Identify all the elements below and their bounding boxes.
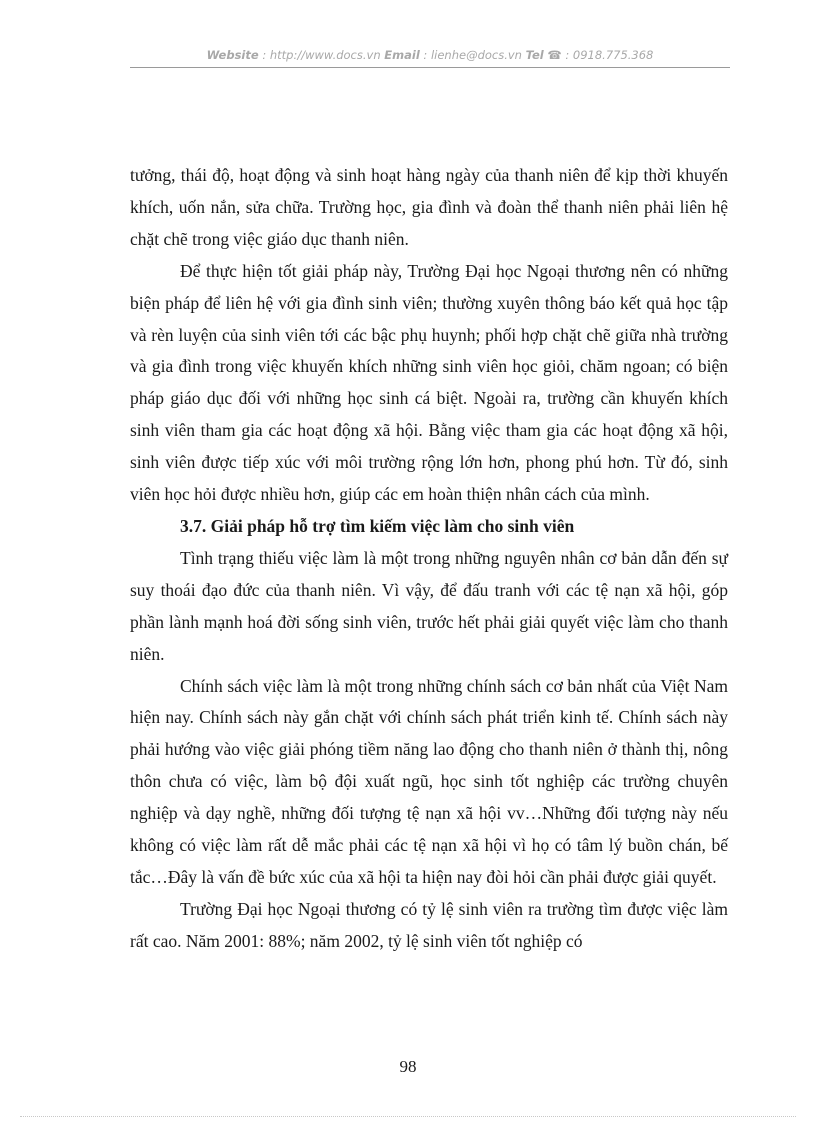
header-divider [130,67,730,68]
tel-label: Tel [525,48,544,62]
website-label: Website [206,48,259,62]
paragraph-employment-policy: Chính sách việc làm là một trong những chính sách cơ bản nhất của Việt Nam hiện nay. Chính sách này gắn chặt với chính sách phát triển kinh tế. Chính sách này phải hướng vào việc giải phóng tiềm năng lao động cho thanh niên ở thành thị, nông thôn chưa có việc, làm bộ đội xuất ngũ, học sinh tốt nghiệp các trường chuyên nghiệp và dạy nghề, những đối tượng tệ nạn xã hội vv…Những đối tượng này nếu không có việc làm rất dễ mắc phải các tệ nạn xã hội vì họ có tâm lý buồn chán, bế tắc…Đây là vấn đề bức xúc của xã hội ta hiện nay đòi hỏi cần phải được giải quyết. [130,675,728,887]
website-value: : http://www.docs.vn [258,48,385,62]
paragraph-continuation: tưởng, thái độ, hoạt động và sinh hoạt hàng ngày của thanh niên để kịp thời khuyến khích, uốn nắn, sửa chữa. Trường học, gia đình và đoàn thể thanh niên phải liên hệ chặt chẽ trong việc giáo dục thanh niên. [130,165,728,249]
section-heading: 3.7. Giải pháp hỗ trợ tìm kiếm việc làm cho sinh viên [180,515,575,536]
tel-value: ☎ : 0918.775.368 [543,48,654,62]
page-header [130,48,730,66]
paragraph-university-rate: Trường Đại học Ngoại thương có tỷ lệ sinh viên ra trường tìm được việc làm rất cao. Năm 2001: 88%; năm 2002, tỷ lệ sinh viên tốt nghiệp có [130,898,728,951]
page-number: 98 [399,1057,417,1076]
page-bottom-border [20,1116,796,1117]
email-value: : lienhe@docs.vn [419,48,526,62]
email-label: Email [384,48,420,62]
paragraph-solution: Để thực hiện tốt giải pháp này, Trường Đại học Ngoại thương nên có những biện pháp để liên hệ với gia đình sinh viên; thường xuyên thông báo kết quả học tập và rèn luyện của sinh viên tới các bậc phụ huynh; phối hợp chặt chẽ giữa nhà trường và gia đình trong việc khuyến khích những sinh viên học giỏi, chăm ngoan; có biện pháp giáo dục đối với những học sinh cá biệt. Ngoài ra, trường cần khuyến khích sinh viên tham gia các hoạt động xã hội. Bằng việc tham gia các hoạt động xã hội, sinh viên được tiếp xúc với môi trường rộng lớn hơn, phong phú hơn. Từ đó, sinh viên học hỏi được nhiều hơn, giúp các em hoàn thiện nhân cách của mình. [130,260,728,505]
document-body [130,160,728,958]
paragraph-unemployment: Tình trạng thiếu việc làm là một trong những nguyên nhân cơ bản dẫn đến sự suy thoái đạo đức của thanh niên. Vì vậy, để đấu tranh với các tệ nạn xã hội, góp phần lành mạnh hoá đời sống sinh viên, trước hết phải giải quyết việc làm cho thanh niên. [130,547,728,664]
